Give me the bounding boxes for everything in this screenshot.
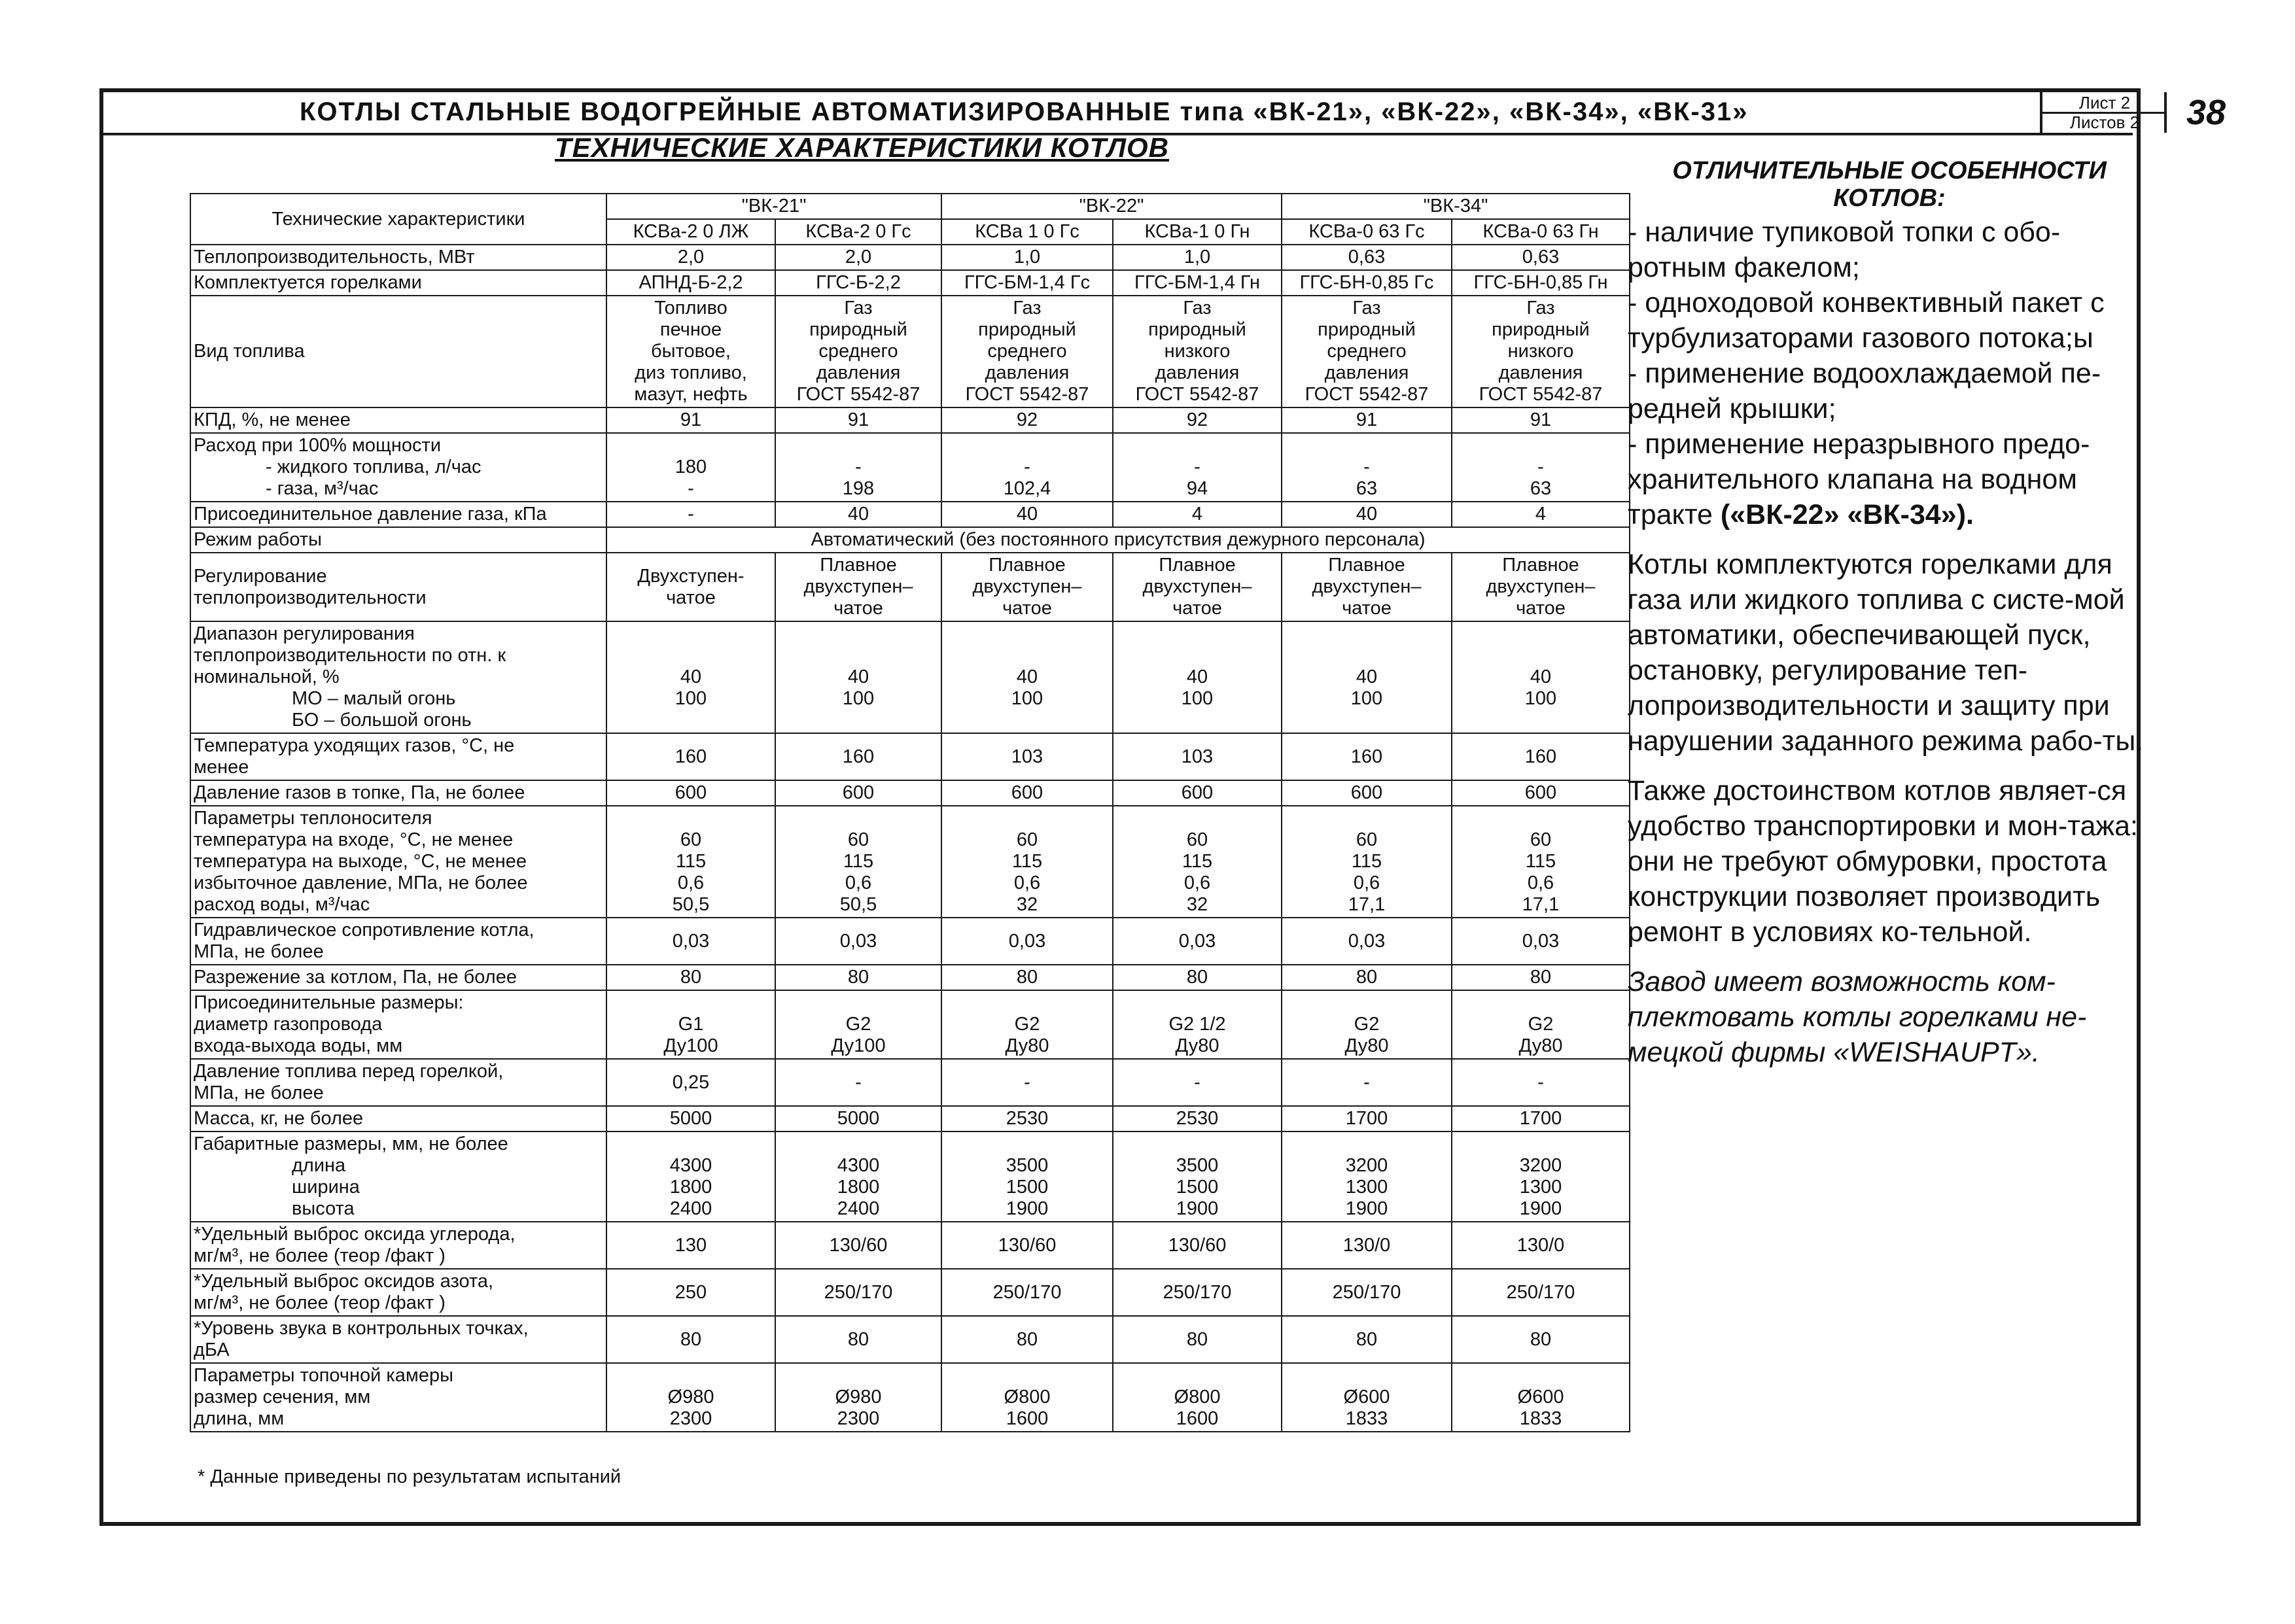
- row-label: Разрежение за котлом, Па, не более: [190, 965, 606, 990]
- table-cell: 130/0: [1282, 1222, 1452, 1269]
- manufacturer-note: Завод имеет возможность ком-плектовать котлы горелками не-мецкой фирмы «WEISHAUPT».: [1628, 966, 2087, 1068]
- table-cell: 60 115 0,6 50,5: [606, 806, 775, 918]
- table-cell: Ø600 1833: [1282, 1363, 1452, 1432]
- table-cell: 40 100: [775, 621, 941, 733]
- table-cell: 40 100: [941, 621, 1113, 733]
- table-cell: Двухступен- чатое: [606, 553, 775, 621]
- table-cell: 0,03: [775, 918, 941, 965]
- row-label: Присоединительное давление газа, кПа: [190, 502, 606, 527]
- row-label: Гидравлическое сопротивление котла, МПа, не более: [190, 918, 606, 965]
- model-5: КСВа-0 63 Гс: [1282, 219, 1452, 245]
- table-cell: 0,63: [1282, 245, 1452, 270]
- table-cell: 40: [1282, 502, 1452, 527]
- row-label: Регулирование теплопроизводительности: [190, 553, 606, 621]
- table-cell: Автоматический (без постоянного присутствия дежурного персонала): [606, 527, 1630, 553]
- table-cell: -: [775, 1059, 941, 1106]
- table-cell: 4300 1800 2400: [775, 1132, 941, 1222]
- table-cell: Ø980 2300: [775, 1363, 941, 1432]
- table-cell: 3500 1500 1900: [941, 1132, 1113, 1222]
- row-label: Давление топлива перед горелкой, МПа, не более: [190, 1059, 606, 1106]
- table-cell: 130/60: [941, 1222, 1113, 1269]
- table-cell: 1700: [1282, 1106, 1452, 1132]
- sheet-label: Лист 2: [2042, 94, 2167, 114]
- row-label: Вид топлива: [190, 296, 606, 407]
- row-label: Габаритные размеры, мм, не более длина ширина высота: [190, 1132, 606, 1222]
- table-row: [190, 502, 1630, 527]
- table-cell: 40 100: [606, 621, 775, 733]
- row-label: *Удельный выброс оксидов азота, мг/м³, не более (теор /факт ): [190, 1269, 606, 1316]
- table-cell: 40 100: [1113, 621, 1282, 733]
- table-cell: 60 115 0,6 50,5: [775, 806, 941, 918]
- table-cell: Газ природный среднего давления ГОСТ 5542-87: [941, 296, 1113, 407]
- table-row: [190, 1222, 1630, 1269]
- table-cell: 3500 1500 1900: [1113, 1132, 1282, 1222]
- table-cell: 1,0: [1113, 245, 1282, 270]
- table-cell: 80: [941, 1316, 1113, 1363]
- table-cell: - 63: [1282, 433, 1452, 502]
- table-cell: 0,03: [1282, 918, 1452, 965]
- row-label: Комплектуется горелками: [190, 270, 606, 296]
- table-cell: 130/60: [775, 1222, 941, 1269]
- page-number: 38: [2164, 92, 2245, 133]
- table-cell: 160: [606, 733, 775, 780]
- table-cell: 600: [1113, 780, 1282, 806]
- table-cell: 160: [775, 733, 941, 780]
- table-cell: G2 Ду80: [1452, 990, 1630, 1059]
- table-cell: G2 Ду80: [1282, 990, 1452, 1059]
- table-row: [190, 780, 1630, 806]
- group-vk21: "ВК-21": [606, 194, 941, 219]
- section-title: ТЕХНИЧЕСКИЕ ХАРАКТЕРИСТИКИ КОТЛОВ: [555, 132, 1170, 163]
- table-row: [190, 553, 1630, 621]
- table-cell: Плавное двухступен– чатое: [1452, 553, 1630, 621]
- table-cell: Топливо печное бытовое, диз топливо, мазут, нефть: [606, 296, 775, 407]
- table-cell: 0,25: [606, 1059, 775, 1106]
- table-row: [190, 1059, 1630, 1106]
- group-vk22: "ВК-22": [941, 194, 1282, 219]
- table-cell: 80: [775, 965, 941, 990]
- table-cell: 60 115 0,6 32: [941, 806, 1113, 918]
- table-row: [190, 296, 1630, 407]
- table-cell: Плавное двухступен– чатое: [941, 553, 1113, 621]
- table-cell: 600: [775, 780, 941, 806]
- table-cell: 160: [1282, 733, 1452, 780]
- model-6: КСВа-0 63 Гн: [1452, 219, 1630, 245]
- table-cell: ГГС-БН-0,85 Гн: [1452, 270, 1630, 296]
- table-cell: 80: [775, 1316, 941, 1363]
- row-label: Теплопроизводительность, МВт: [190, 245, 606, 270]
- table-cell: 5000: [606, 1106, 775, 1132]
- feature-item: - применение неразрывного предо-хранительного клапана на водном тракте («ВК-22» «ВК-34»).: [1628, 428, 2090, 530]
- table-cell: 80: [1282, 965, 1452, 990]
- table-cell: Газ природный низкого давления ГОСТ 5542-87: [1452, 296, 1630, 407]
- table-cell: 160: [1452, 733, 1630, 780]
- table-cell: 80: [1452, 1316, 1630, 1363]
- table-cell: 80: [606, 1316, 775, 1363]
- table-cell: 3200 1300 1900: [1282, 1132, 1452, 1222]
- table-cell: 40 100: [1452, 621, 1630, 733]
- table-cell: 80: [1282, 1316, 1452, 1363]
- table-cell: 600: [941, 780, 1113, 806]
- table-row: [190, 270, 1630, 296]
- table-row: [190, 965, 1630, 990]
- table-cell: 600: [1282, 780, 1452, 806]
- table-cell: 80: [1452, 965, 1630, 990]
- feature-item: - применение водоохлаждаемой пе-редней крышки;: [1628, 358, 2101, 424]
- table-cell: -: [941, 1059, 1113, 1106]
- table-cell: Плавное двухступен– чатое: [775, 553, 941, 621]
- row-label: Параметры топочной камеры размер сечения, мм длина, мм: [190, 1363, 606, 1432]
- model-1: КСВа-2 0 ЛЖ: [606, 219, 775, 245]
- table-cell: - 102,4: [941, 433, 1113, 502]
- table-cell: G1 Ду100: [606, 990, 775, 1059]
- row-label: *Удельный выброс оксида углерода, мг/м³, не более (теор /факт ): [190, 1222, 606, 1269]
- table-cell: Ø800 1600: [941, 1363, 1113, 1432]
- table-cell: 130/0: [1452, 1222, 1630, 1269]
- table-cell: ГГС-БМ-1,4 Гс: [941, 270, 1113, 296]
- table-cell: Плавное двухступен– чатое: [1113, 553, 1282, 621]
- table-cell: 250/170: [1282, 1269, 1452, 1316]
- table-cell: 4: [1452, 502, 1630, 527]
- row-label: Диапазон регулирования теплопроизводительности по отн. к номинальной, % МО – малый огонь БО – большой огонь: [190, 621, 606, 733]
- table-cell: 0,03: [941, 918, 1113, 965]
- feature-item: - наличие тупиковой топки с обо-ротным факелом;: [1628, 216, 2061, 283]
- specifications-table: [190, 193, 1630, 1432]
- table-cell: Газ природный среднего давления ГОСТ 5542-87: [1282, 296, 1452, 407]
- table-row: [190, 527, 1630, 553]
- table-footnote: * Данные приведены по результатам испытаний: [198, 1466, 622, 1487]
- table-cell: 2,0: [606, 245, 775, 270]
- table-cell: 103: [941, 733, 1113, 780]
- table-cell: 40 100: [1282, 621, 1452, 733]
- table-cell: 103: [1113, 733, 1282, 780]
- table-cell: 250: [606, 1269, 775, 1316]
- table-row: [190, 621, 1630, 733]
- model-3: КСВа 1 0 Гс: [941, 219, 1113, 245]
- table-cell: 92: [1113, 407, 1282, 433]
- table-row: [190, 433, 1630, 502]
- table-cell: - 63: [1452, 433, 1630, 502]
- table-cell: G2 Ду80: [941, 990, 1113, 1059]
- table-cell: 1,0: [941, 245, 1113, 270]
- table-cell: 2530: [1113, 1106, 1282, 1132]
- table-row: [190, 918, 1630, 965]
- table-cell: - 198: [775, 433, 941, 502]
- table-cell: 0,63: [1452, 245, 1630, 270]
- table-cell: 4300 1800 2400: [606, 1132, 775, 1222]
- table-cell: -: [1282, 1059, 1452, 1106]
- table-cell: 80: [1113, 965, 1282, 990]
- row-label: *Уровень звука в контрольных точках, дБА: [190, 1316, 606, 1363]
- document-title: КОТЛЫ СТАЛЬНЫЕ ВОДОГРЕЙНЫЕ АВТОМАТИЗИРОВАННЫЕ типа «ВК-21», «ВК-22», «ВК-34», «ВК-31»: [300, 97, 1749, 126]
- table-cell: 60 115 0,6 32: [1113, 806, 1282, 918]
- table-cell: ГГС-БН-0,85 Гс: [1282, 270, 1452, 296]
- table-cell: 92: [941, 407, 1113, 433]
- table-cell: - 94: [1113, 433, 1282, 502]
- table-cell: 250/170: [775, 1269, 941, 1316]
- table-cell: -: [1452, 1059, 1630, 1106]
- table-row: [190, 733, 1630, 780]
- table-cell: 600: [606, 780, 775, 806]
- table-row: [190, 1106, 1630, 1132]
- table-cell: 2530: [941, 1106, 1113, 1132]
- row-label: Расход при 100% мощности - жидкого топлива, л/час - газа, м³/час: [190, 433, 606, 502]
- features-heading: ОТЛИЧИТЕЛЬНЫЕ ОСОБЕННОСТИ КОТЛОВ:: [1672, 157, 2107, 212]
- description-paragraph: Также достоинством котлов являет-ся удобство транспортировки и мон-тажа: они не требуют обмуровки, простота конструкции позволяет производить ремонт в условиях ко-тельной.: [1628, 775, 2139, 948]
- title-block: [103, 92, 2226, 135]
- table-cell: АПНД-Б-2,2: [606, 270, 775, 296]
- table-cell: 91: [775, 407, 941, 433]
- table-cell: 3200 1300 1900: [1452, 1132, 1630, 1222]
- row-label: Режим работы: [190, 527, 606, 553]
- table-cell: 80: [941, 965, 1113, 990]
- table-row: [190, 1316, 1630, 1363]
- feature-item: - одноходовой конвективный пакет с турбулизаторами газового потока;ы: [1628, 287, 2105, 354]
- table-cell: Газ природный низкого давления ГОСТ 5542-87: [1113, 296, 1282, 407]
- table-row: [190, 245, 1630, 270]
- table-cell: 250/170: [1452, 1269, 1630, 1316]
- table-cell: 250/170: [941, 1269, 1113, 1316]
- row-label: Масса, кг, не более: [190, 1106, 606, 1132]
- model-4: КСВа-1 0 Гн: [1113, 219, 1282, 245]
- table-header-row: [190, 194, 1630, 219]
- table-cell: -: [606, 502, 775, 527]
- table-cell: ГГС-БМ-1,4 Гн: [1113, 270, 1282, 296]
- header-label: Технические характеристики: [190, 194, 606, 245]
- row-label: Параметры теплоносителя температура на входе, °С, не менее температура на выходе, °С, не менее избыточное давление, МПа, не более расход воды, м³/час: [190, 806, 606, 918]
- table-cell: 5000: [775, 1106, 941, 1132]
- table-cell: Плавное двухступен– чатое: [1282, 553, 1452, 621]
- table-row: [190, 1132, 1630, 1222]
- table-row: [190, 407, 1630, 433]
- table-cell: G2 Ду100: [775, 990, 941, 1059]
- row-label: Температура уходящих газов, °С, не менее: [190, 733, 606, 780]
- table-row: [190, 1363, 1630, 1432]
- features-panel: [1628, 157, 2151, 1070]
- table-cell: 250/170: [1113, 1269, 1282, 1316]
- table-cell: 0,03: [1452, 918, 1630, 965]
- table-cell: Ø800 1600: [1113, 1363, 1282, 1432]
- table-row: [190, 806, 1630, 918]
- row-label: Присоединительные размеры: диаметр газопровода входа-выхода воды, мм: [190, 990, 606, 1059]
- model-2: КСВа-2 0 Гс: [775, 219, 941, 245]
- group-vk34: "ВК-34": [1282, 194, 1630, 219]
- table-cell: Ø980 2300: [606, 1363, 775, 1432]
- row-label: КПД, %, не менее: [190, 407, 606, 433]
- table-cell: 130: [606, 1222, 775, 1269]
- table-cell: 1700: [1452, 1106, 1630, 1132]
- table-cell: 180 -: [606, 433, 775, 502]
- sheet-info: [2040, 92, 2167, 133]
- table-cell: 80: [1113, 1316, 1282, 1363]
- table-cell: -: [1113, 1059, 1282, 1106]
- table-cell: G2 1/2 Ду80: [1113, 990, 1282, 1059]
- table-cell: 91: [1282, 407, 1452, 433]
- table-cell: 80: [606, 965, 775, 990]
- row-label: Давление газов в топке, Па, не более: [190, 780, 606, 806]
- table-cell: 4: [1113, 502, 1282, 527]
- table-cell: Газ природный среднего давления ГОСТ 5542-87: [775, 296, 941, 407]
- table-cell: 130/60: [1113, 1222, 1282, 1269]
- table-cell: 0,03: [606, 918, 775, 965]
- table-cell: Ø600 1833: [1452, 1363, 1630, 1432]
- sheets-count-label: Листов 2: [2069, 112, 2140, 132]
- table-cell: 91: [1452, 407, 1630, 433]
- table-row: [190, 990, 1630, 1059]
- table-row: [190, 1269, 1630, 1316]
- description-paragraph: Котлы комплектуются горелками для газа или жидкого топлива с систе-мой автоматики, обеспечивающей пуск, остановку, регулирование теп-лопроизводительности и защиту при нарушении заданного режима рабо-ты.: [1628, 549, 2144, 757]
- table-cell: ГГС-Б-2,2: [775, 270, 941, 296]
- table-cell: 600: [1452, 780, 1630, 806]
- table-cell: 40: [941, 502, 1113, 527]
- table-cell: 60 115 0,6 17,1: [1452, 806, 1630, 918]
- table-cell: 91: [606, 407, 775, 433]
- table-cell: 2,0: [775, 245, 941, 270]
- table-cell: 60 115 0,6 17,1: [1282, 806, 1452, 918]
- table-cell: 0,03: [1113, 918, 1282, 965]
- table-cell: 40: [775, 502, 941, 527]
